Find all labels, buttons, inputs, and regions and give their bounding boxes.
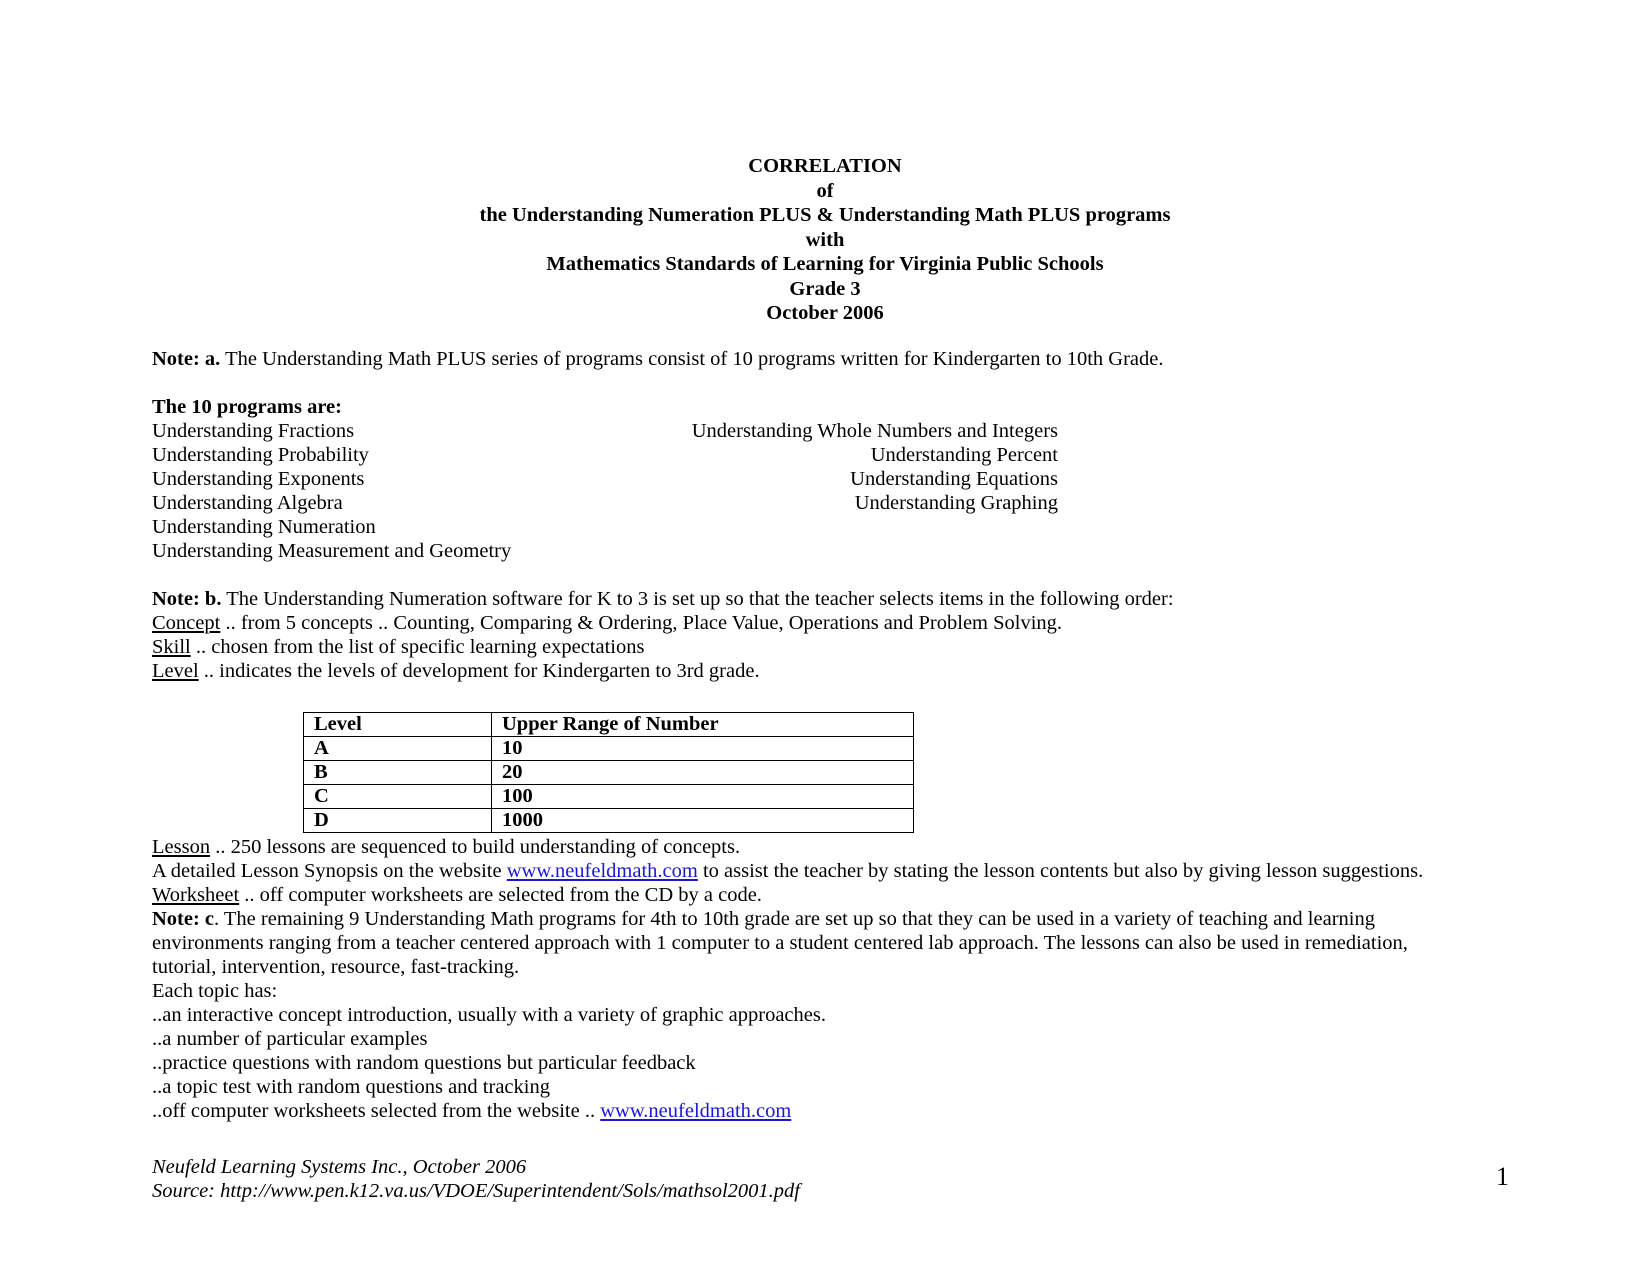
page-number: 1 xyxy=(1496,1162,1509,1191)
table-row xyxy=(304,809,914,833)
topic-item: ..a topic test with random questions and tracking xyxy=(152,1076,550,1098)
level-table xyxy=(303,712,914,833)
program-left-item: Understanding Algebra xyxy=(152,492,343,514)
skill-text: .. chosen from the list of specific learning expectations xyxy=(190,636,645,658)
topic-item-text: ..off computer worksheets selected from the website .. xyxy=(152,1100,601,1122)
level-text: .. indicates the levels of development for Kindergarten to 3rd grade. xyxy=(198,660,760,682)
note-c xyxy=(152,907,1375,931)
note-a xyxy=(152,347,1164,371)
table-cell: 10 xyxy=(492,737,914,761)
table-header-row xyxy=(304,713,914,737)
skill-label: Skill xyxy=(152,636,191,658)
table-cell: 20 xyxy=(492,761,914,785)
title-line: October 2006 xyxy=(766,302,884,324)
synopsis-line xyxy=(152,859,1423,883)
lesson-label: Lesson xyxy=(152,836,211,858)
note-b-label: Note: b. xyxy=(152,588,222,610)
topic-item: ..an interactive concept introduction, usually with a variety of graphic approaches. xyxy=(152,1004,826,1026)
title-line: Mathematics Standards of Learning for Virginia Public Schools xyxy=(546,253,1104,275)
table-row xyxy=(304,761,914,785)
level-line xyxy=(152,659,760,683)
note-b xyxy=(152,587,1174,611)
program-right-item: Understanding Equations xyxy=(850,468,1058,490)
title-line: CORRELATION xyxy=(748,155,902,177)
synopsis-text: A detailed Lesson Synopsis on the website xyxy=(152,860,507,882)
table-cell: 1000 xyxy=(492,809,914,833)
program-left-item: Understanding Exponents xyxy=(152,468,365,490)
title-line: Grade 3 xyxy=(789,277,861,300)
title-line: of xyxy=(816,179,834,202)
table-header-cell: Level xyxy=(304,713,492,737)
note-a-text: The Understanding Math PLUS series of programs consist of 10 programs written for Kindergarten to 10th Grade. xyxy=(220,348,1164,370)
programs-heading: The 10 programs are: xyxy=(152,396,342,418)
title-line: with xyxy=(805,228,845,251)
website-link[interactable]: www.neufeldmath.com xyxy=(600,1100,792,1122)
note-c-text: . The remaining 9 Understanding Math programs for 4th to 10th grade are set up so that they can be used in a variety of teaching and learning xyxy=(214,908,1375,930)
note-a-label: Note: a. xyxy=(152,348,221,370)
table-cell: C xyxy=(304,785,492,809)
table-cell: 100 xyxy=(492,785,914,809)
note-b-text: The Understanding Numeration software for K to 3 is set up so that the teacher selects items in the following order: xyxy=(221,588,1174,610)
topic-item xyxy=(152,1099,791,1123)
program-left-item: Understanding Numeration xyxy=(152,516,376,538)
concept-label: Concept xyxy=(152,612,221,634)
footer-line: Neufeld Learning Systems Inc., October 2006 xyxy=(152,1156,527,1178)
website-link[interactable]: www.neufeldmath.com xyxy=(506,860,698,882)
title-line: the Understanding Numeration PLUS & Understanding Math PLUS programs xyxy=(479,204,1171,226)
table-header-cell: Upper Range of Number xyxy=(492,713,914,737)
program-left-item: Understanding Probability xyxy=(152,444,369,466)
note-c-line: tutorial, intervention, resource, fast-tracking. xyxy=(152,956,520,978)
lesson-line xyxy=(152,835,740,859)
worksheet-text: .. off computer worksheets are selected from the CD by a code. xyxy=(239,884,762,906)
concept-line xyxy=(152,611,1062,635)
skill-line xyxy=(152,635,644,659)
program-right-item: Understanding Whole Numbers and Integers xyxy=(691,420,1058,442)
topic-item: ..a number of particular examples xyxy=(152,1028,428,1050)
program-left-item: Understanding Fractions xyxy=(152,420,355,442)
worksheet-label: Worksheet xyxy=(152,884,240,906)
note-c-label: Note: c xyxy=(152,908,215,930)
table-row xyxy=(304,737,914,761)
table-cell: B xyxy=(304,761,492,785)
level-label: Level xyxy=(152,660,199,682)
concept-text: .. from 5 concepts .. Counting, Comparing & Ordering, Place Value, Operations and Problem Solving. xyxy=(220,612,1063,634)
table-cell: D xyxy=(304,809,492,833)
topic-item: ..practice questions with random questions but particular feedback xyxy=(152,1052,696,1074)
table-cell: A xyxy=(304,737,492,761)
note-c-line: environments ranging from a teacher centered approach with 1 computer to a student centered lab approach. The lessons can also be used in remediation, xyxy=(152,932,1408,954)
footer-source: Source: http://www.pen.k12.va.us/VDOE/Superintendent/Sols/mathsol2001.pdf xyxy=(152,1180,800,1202)
worksheet-line xyxy=(152,883,762,907)
synopsis-text: to assist the teacher by stating the lesson contents but also by giving lesson suggestions. xyxy=(697,860,1424,882)
table-row xyxy=(304,785,914,809)
program-left-item: Understanding Measurement and Geometry xyxy=(152,540,512,562)
program-right-item: Understanding Graphing xyxy=(854,492,1058,514)
document-title xyxy=(0,154,1650,326)
program-right-item: Understanding Percent xyxy=(870,444,1058,466)
lesson-text: .. 250 lessons are sequenced to build understanding of concepts. xyxy=(210,836,741,858)
topic-heading: Each topic has: xyxy=(152,980,278,1002)
